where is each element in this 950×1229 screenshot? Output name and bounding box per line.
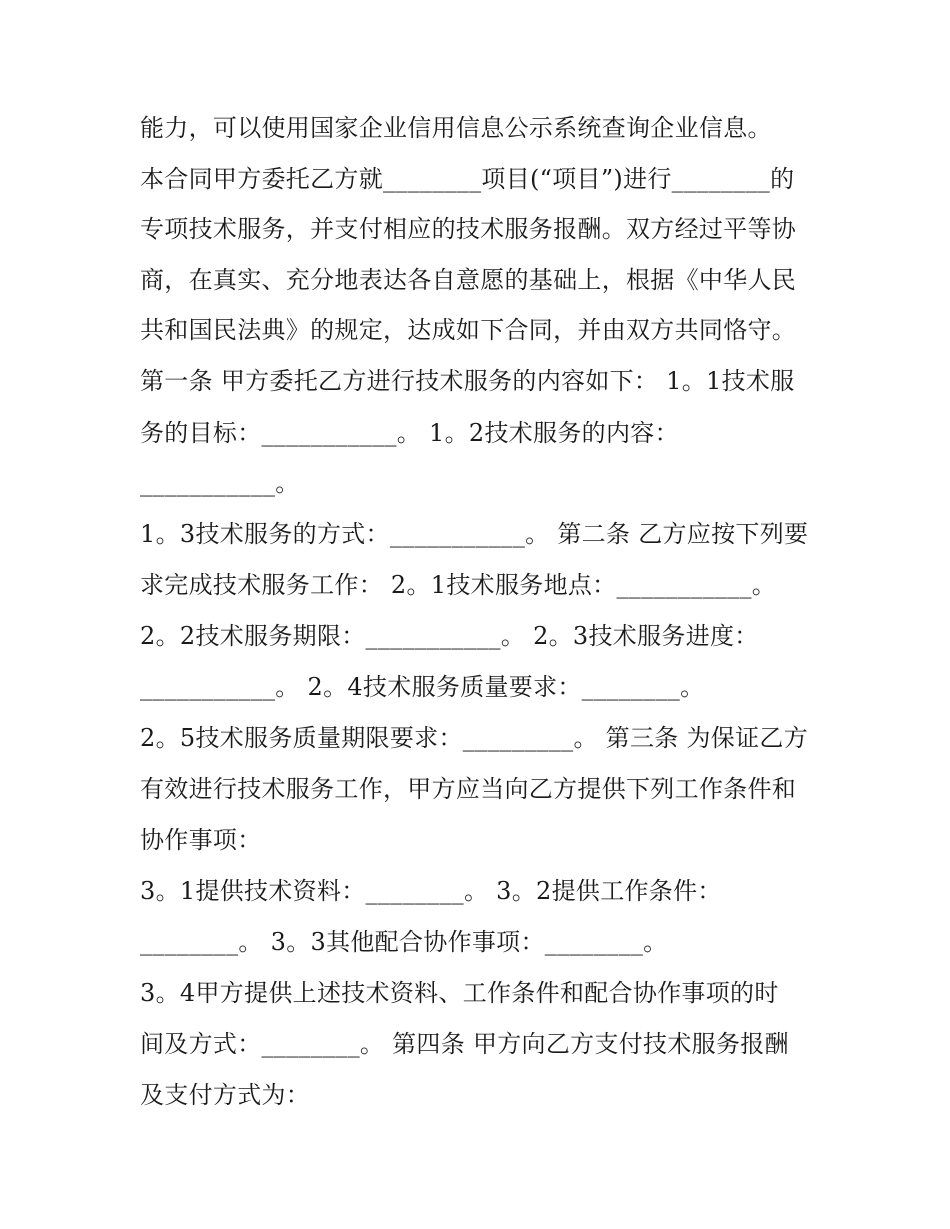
text-line: 能力，可以使用国家企业信用信息公示系统查询企业信息。 bbox=[140, 114, 772, 142]
text-line: 及支付方式为： bbox=[140, 1081, 311, 1109]
text-line: 共和国民法典》的规定，达成如下合同，并由双方共同恪守。 bbox=[140, 316, 797, 344]
text-line: 第一条 甲方委托乙方进行技术服务的内容如下： 1。1技术服 bbox=[140, 367, 795, 395]
text-line: 商，在真实、充分地表达各自意愿的基础上，根据《中华人民 bbox=[140, 266, 797, 294]
text-line: 2。2技术服务期限：___________。 2。3技术服务进度： bbox=[140, 622, 759, 650]
text-line: 3。4甲方提供上述技术资料、工作条件和配合协作事项的时 bbox=[140, 979, 779, 1007]
text-line: 本合同甲方委托乙方就________项目(“项目”)进行________的 bbox=[140, 165, 795, 193]
text-line: 协作事项： bbox=[140, 826, 262, 854]
text-line: 有效进行技术服务工作，甲方应当向乙方提供下列工作条件和 bbox=[140, 775, 797, 803]
text-line: ___________。 bbox=[140, 469, 300, 497]
text-line: 求完成技术服务工作： 2。1技术服务地点：___________。 bbox=[140, 571, 777, 599]
text-line: 专项技术服务，并支付相应的技术服务报酬。双方经过平等协 bbox=[140, 215, 797, 243]
text-line: 2。5技术服务质量期限要求：_________。 第三条 为保证乙方 bbox=[140, 724, 808, 752]
text-line: ___________。 2。4技术服务质量要求：________。 bbox=[140, 673, 705, 701]
text-line: ________。 3。3其他配合协作事项：________。 bbox=[140, 928, 668, 956]
text-line: 3。1提供技术资料：________。 3。2提供工作条件： bbox=[140, 877, 722, 905]
text-line: 1。3技术服务的方式：___________。 第二条 乙方应按下列要 bbox=[140, 520, 809, 548]
text-line: 务的目标：___________。 1。2技术服务的内容： bbox=[140, 419, 679, 447]
text-line: 间及方式：________。 第四条 甲方向乙方支付技术服务报酬 bbox=[140, 1030, 789, 1058]
